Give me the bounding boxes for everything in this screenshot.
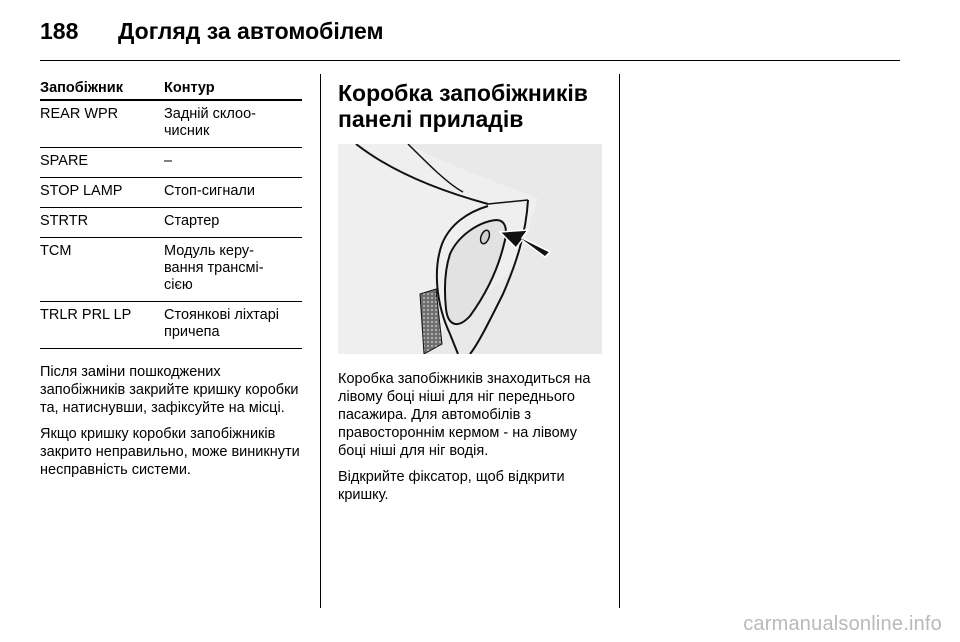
paragraph-location: Коробка запобіжників знаходиться на лівому боці ніші для ніг переднього пасажира. Для автомобілів з правостороннім кермом - на лівому боці ніші для ніг водія. (338, 371, 591, 459)
right-column (338, 80, 604, 512)
table-row (40, 100, 302, 148)
left-column (40, 80, 302, 487)
circuit-cell: Модуль керу- вання трансмі- сією (164, 238, 302, 302)
circuit-cell: Задній склоо- чисник (164, 100, 302, 148)
column-header-circuit: Контур (164, 80, 302, 100)
fuse-name-cell: TRLR PRL LP (40, 302, 164, 349)
table-row (40, 178, 302, 208)
circuit-cell: Стоянкові ліхтарі причепа (164, 302, 302, 349)
fuse-table-body (40, 100, 302, 349)
watermark: carmanualsonline.info (743, 613, 942, 635)
column-header-fuse: Запобіжник (40, 80, 164, 100)
fuse-name-cell: SPARE (40, 148, 164, 178)
page-header (40, 14, 900, 61)
fuse-name-cell: STRTR (40, 208, 164, 238)
paragraph-cover-warning: Якщо кришку коробки запобіжників закрито неправильно, може виникнути несправність системи. (40, 426, 300, 478)
fuse-box-illustration (338, 144, 602, 354)
circuit-cell: Стартер (164, 208, 302, 238)
fuse-name-cell: REAR WPR (40, 100, 164, 148)
page-number: 188 (40, 18, 79, 44)
fuse-table-header-row (40, 80, 302, 100)
table-row (40, 302, 302, 349)
paragraph-after-replacement: Після заміни пошкоджених запобіжників закрийте кришку коробки та, натиснувши, зафіксуйте на місці. (40, 364, 299, 416)
page-title: Догляд за автомобілем (118, 18, 384, 44)
section-heading: Коробка запобіжників панелі приладів (338, 80, 588, 132)
fuse-name-cell: TCM (40, 238, 164, 302)
paragraph-open-cover: Відкрийте фіксатор, щоб відкрити кришку. (338, 469, 565, 503)
table-row (40, 208, 302, 238)
circuit-cell: Стоп-сигнали (164, 178, 302, 208)
circuit-cell: – (164, 148, 302, 178)
column-divider-right (619, 74, 620, 608)
fuse-table (40, 80, 302, 349)
table-row (40, 148, 302, 178)
column-divider-left (320, 74, 321, 608)
table-row (40, 238, 302, 302)
fuse-name-cell: STOP LAMP (40, 178, 164, 208)
